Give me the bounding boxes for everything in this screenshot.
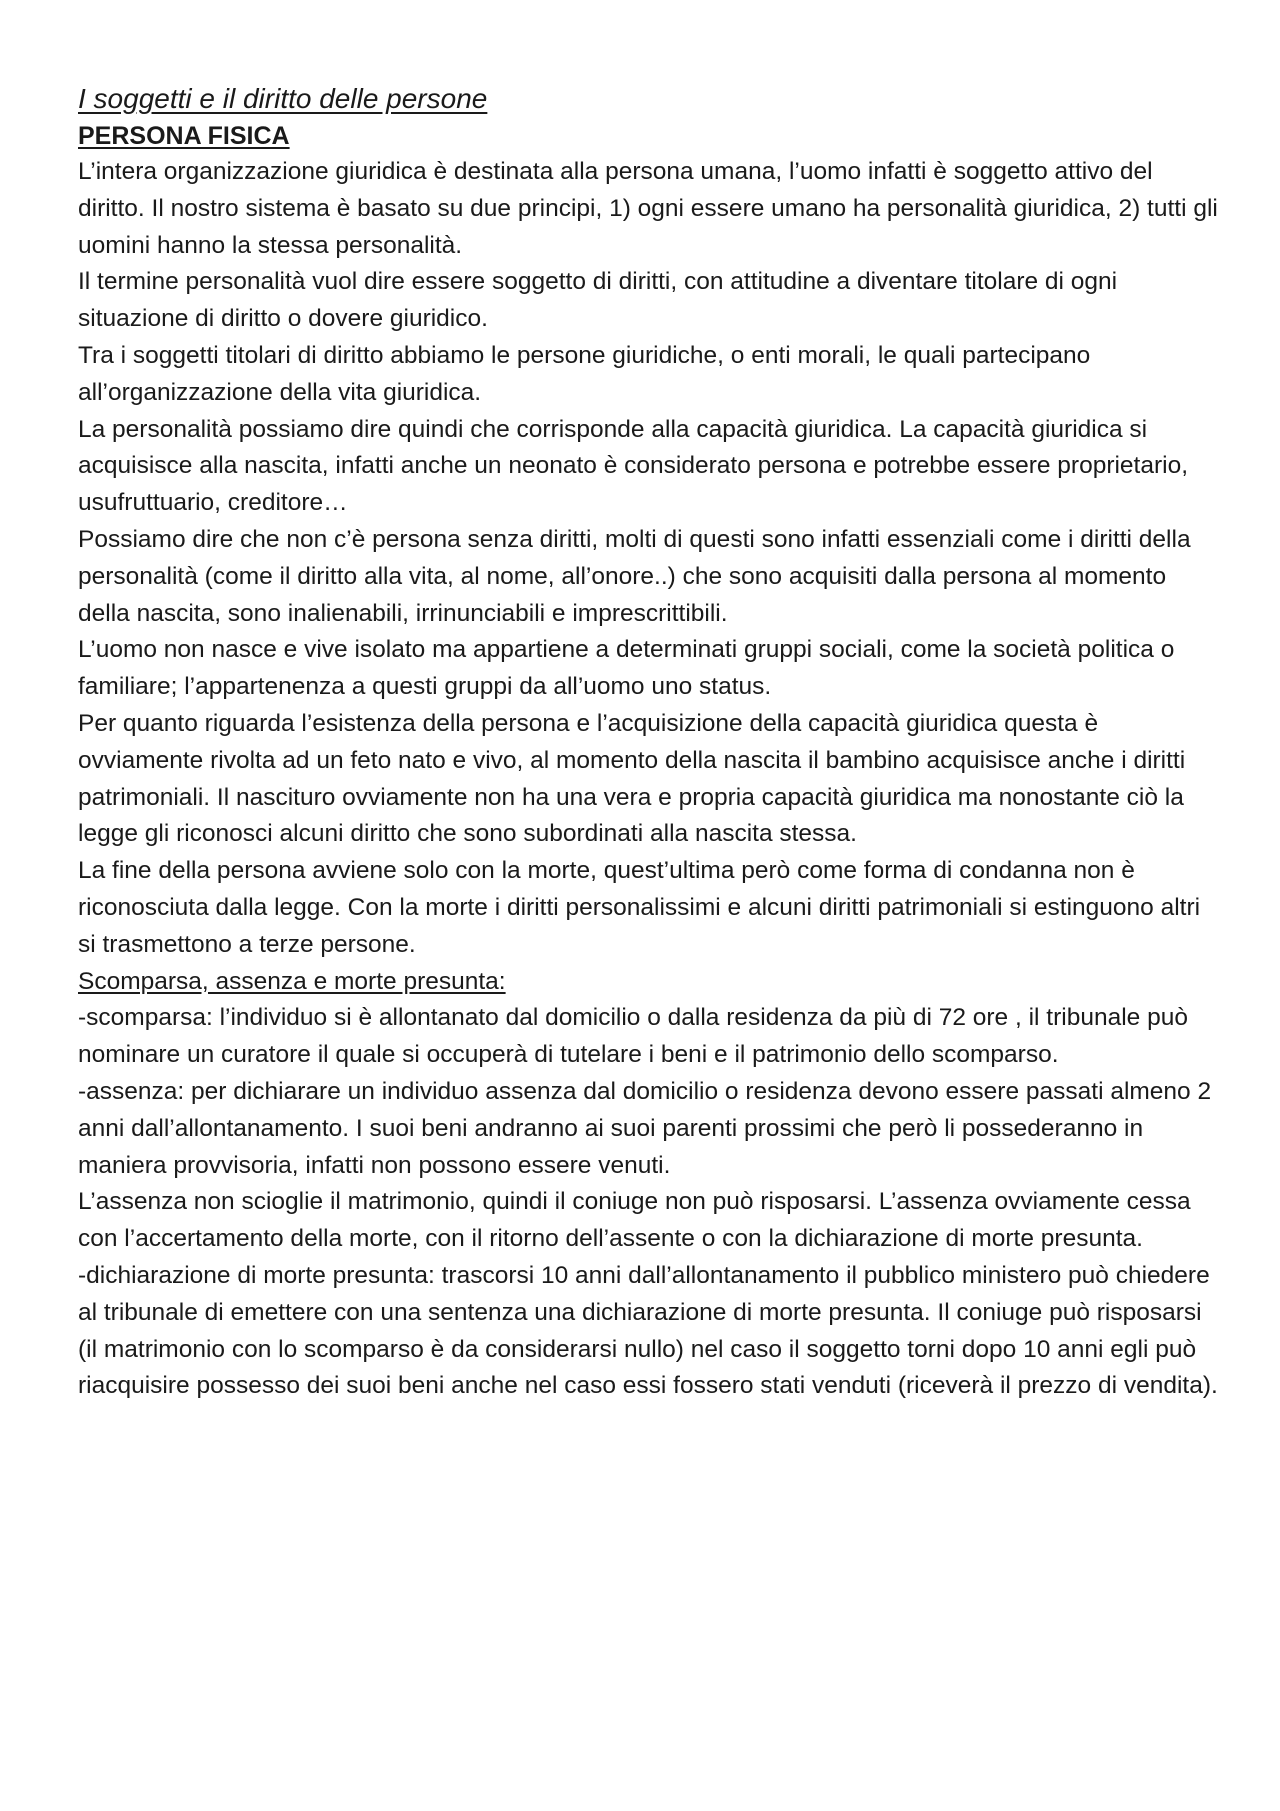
paragraph: Tra i soggetti titolari di diritto abbiamo le persone giuridiche, o enti morali, le quali partecipano all’organizzazione della vita giuridica. (78, 341, 1091, 406)
paragraph: Il termine personalità vuol dire essere soggetto di diritti, con attitudine a diventare titolare di ogni situazione di diritto o dovere giuridico. (78, 268, 1118, 333)
section-heading-persona-fisica: PERSONA FISICA (78, 122, 290, 150)
document-title: I soggetti e il diritto delle persone (78, 83, 488, 114)
paragraph: -assenza: per dichiarare un individuo assenza dal domicilio o residenza devono essere passati almeno 2 anni dall’allontanamento. I suoi beni andranno ai suoi parenti prossimi che però li possederanno in maniera provvisoria, infatti non possono essere venuti. (78, 1077, 1212, 1179)
paragraph: L’intera organizzazione giuridica è destinata alla persona umana, l’uomo infatti è soggetto attivo del diritto. Il nostro sistema è basato su due principi, 1) ogni essere umano ha personalità giuridica, 2) tutti gli uomini hanno la stessa personalità. (78, 158, 1218, 259)
paragraph: La fine della persona avviene solo con la morte, quest’ultima però come forma di condanna non è riconosciuta dalla legge. Con la morte i diritti personalissimi e alcuni diritti patrimoniali si estinguono altri si trasmettono a terze persone. (78, 857, 1201, 958)
paragraph: La personalità possiamo dire quindi che corrisponde alla capacità giuridica. La capacità giuridica si acquisisce alla nascita, infatti anche un neonato è considerato persona e potrebbe essere proprietario, usufruttuario, creditore… (78, 415, 1189, 517)
paragraph: Possiamo dire che non c’è persona senza diritti, molti di questi sono infatti essenziali come i diritti della personalità (come il diritto alla vita, al nome, all’onore..) che sono acquisiti dalla persona al momento della nascita, sono inalienabili, irrinunciabili e imprescrittibili. (78, 525, 1191, 627)
paragraph: Per quanto riguarda l’esistenza della persona e l’acquisizione della capacità giuridica questa è ovviamente rivolta ad un feto nato e vivo, al momento della nascita il bambino acquisisce anche i diritti patrimoniali. Il nascituro ovviamente non ha una vera e propria capacità giuridica ma nonostante ciò la legge gli riconosci alcuni diritto che sono subordinati alla nascita stessa. (78, 709, 1186, 848)
paragraph: L’assenza non scioglie il matrimonio, quindi il coniuge non può risposarsi. L’assenza ovviamente cessa con l’accertamento della morte, con il ritorno dell’assente o con la dichiarazione di morte presunta. (78, 1188, 1191, 1253)
paragraph: -dichiarazione di morte presunta: trascorsi 10 anni dall’allontanamento il pubblico ministero può chiedere al tribunale di emettere con una sentenza una dichiarazione di morte presunta. Il coniuge può risposarsi (il matrimonio con lo scomparso è da considerarsi nullo) nel caso il soggetto torni dopo 10 anni egli può riacquisire possesso dei suoi beni anche nel caso essi fossero stati venduti (riceverà il prezzo di vendita). (78, 1261, 1218, 1400)
paragraph: L’uomo non nasce e vive isolato ma appartiene a determinati gruppi sociali, come la società politica o familiare; l’appartenenza a questi gruppi da all’uomo uno status. (78, 636, 1175, 701)
paragraph: -scomparsa: l’individuo si è allontanato dal domicilio o dalla residenza da più di 72 ore , il tribunale può nominare un curatore il quale si occuperà di tutelare i beni e il patrimonio dello scomparso. (78, 1004, 1188, 1069)
subheading-scomparsa: Scomparsa, assenza e morte presunta: (78, 967, 506, 995)
document-page (78, 80, 1218, 1405)
